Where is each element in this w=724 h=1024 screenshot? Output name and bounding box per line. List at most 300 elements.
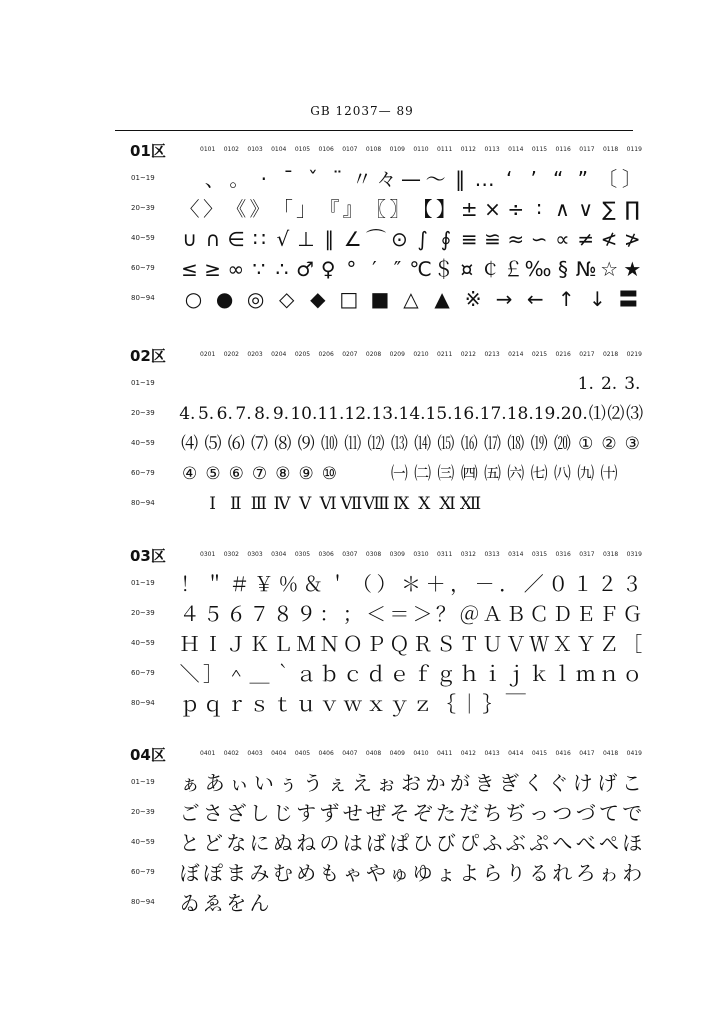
glyph-cell: わ	[622, 861, 643, 885]
glyph-cell	[271, 888, 294, 918]
row-range-label: 60~79	[131, 669, 155, 677]
glyph-cell: Ｌ	[272, 632, 293, 656]
char-row	[0, 369, 724, 399]
glyph-cell: ·	[260, 167, 268, 191]
glyph-cell: 9.	[272, 404, 290, 424]
glyph-cell	[504, 888, 527, 918]
code-header	[200, 750, 642, 757]
glyph-cells	[178, 888, 644, 918]
glyph-cell: ん	[249, 891, 270, 915]
glyph-cell: 】	[435, 197, 456, 221]
code-label: 0409	[389, 750, 405, 757]
char-row	[0, 284, 724, 314]
glyph-cell: ∧	[555, 197, 570, 221]
glyph-cell: ＝	[389, 602, 410, 626]
code-label: 0110	[413, 146, 429, 153]
glyph-cell: 10.	[290, 404, 318, 424]
glyph-cell: か	[425, 771, 446, 795]
glyph-cell: ＼	[179, 662, 200, 686]
glyph-cell: ／	[523, 572, 544, 596]
glyph-cell: ｙ	[389, 692, 410, 716]
glyph-cell: ←	[526, 287, 544, 311]
code-label: 0115	[531, 146, 548, 153]
glyph-cell: ″	[393, 257, 402, 281]
glyph-cell: ≌	[484, 227, 501, 251]
code-label: 0405	[294, 750, 311, 757]
row-range-label: 20~39	[131, 609, 155, 617]
glyph-cell	[411, 888, 434, 918]
glyph-cell: 《	[226, 197, 247, 221]
glyph-cell: Ｙ	[575, 632, 596, 656]
glyph-cell: 12.	[344, 404, 372, 424]
glyph-cell: ぎ	[499, 771, 520, 795]
glyph-cell: ｓ	[249, 692, 270, 716]
row-range-label: 60~79	[131, 264, 155, 272]
glyph-cell: な	[226, 831, 247, 855]
glyph-cell: ゆ	[412, 861, 433, 885]
glyph-cell	[178, 489, 201, 519]
glyph-cell: ⒅	[507, 434, 525, 454]
glyph-cell: ぼ	[179, 861, 200, 885]
glyph-cell: ぉ	[376, 771, 397, 795]
glyph-cell: ち	[482, 801, 503, 825]
glyph-cell: ぐ	[548, 771, 569, 795]
glyph-cell: ５	[202, 602, 223, 626]
glyph-cell: Ⅹ	[418, 494, 431, 514]
code-label: 0404	[271, 750, 287, 757]
glyph-cell: 18.	[506, 404, 534, 424]
glyph-cell: ＜	[366, 602, 387, 626]
glyph-cell: ｀	[272, 662, 293, 686]
glyph-cell: Ｏ	[342, 632, 363, 656]
glyph-cell: ゐ	[179, 891, 200, 915]
glyph-cell: Ⅰ	[209, 494, 217, 514]
glyph-cell	[551, 888, 574, 918]
code-label: 0210	[413, 351, 429, 358]
glyph-cell: ∝	[555, 227, 570, 251]
char-row	[0, 399, 724, 429]
glyph-cell	[528, 489, 551, 519]
glyph-cells	[178, 399, 644, 429]
code-label: 0209	[389, 351, 405, 358]
glyph-cell: Ｓ	[435, 632, 456, 656]
glyph-cell: 1.	[577, 374, 594, 394]
glyph-cell: Ｊ	[226, 632, 247, 656]
glyph-cell: め	[296, 861, 317, 885]
glyph-cell: ｚ	[412, 692, 433, 716]
glyph-cell: ぜ	[366, 801, 387, 825]
glyph-cell: ｘ	[366, 692, 387, 716]
glyph-cell	[458, 888, 481, 918]
glyph-cell: ≠	[577, 227, 595, 251]
glyph-cell: ｔ	[272, 692, 293, 716]
glyph-cell: 8.	[254, 404, 271, 424]
glyph-cell: ￠	[479, 257, 500, 281]
glyph-cell: 〈	[179, 197, 200, 221]
code-label: 0102	[223, 146, 239, 153]
code-label: 0408	[365, 750, 382, 757]
glyph-cell: 「	[272, 197, 293, 221]
glyph-cell: ∈	[227, 227, 245, 251]
code-label: 0216	[555, 351, 571, 358]
glyph-cells	[178, 599, 644, 629]
glyph-cell: だ	[459, 801, 480, 825]
glyph-cell: ∷	[253, 227, 266, 251]
glyph-cell: ￥	[253, 572, 274, 596]
glyph-cell: Ⅶ	[340, 494, 363, 514]
code-label: 0219	[626, 351, 642, 358]
glyph-cell: 17.	[479, 404, 507, 424]
glyph-cell: ｖ	[319, 692, 340, 716]
glyph-cell: ）	[376, 572, 397, 596]
glyph-cell	[597, 888, 620, 918]
glyph-cell: ⒀	[390, 434, 408, 454]
glyph-cell: ゅ	[389, 861, 410, 885]
glyph-cell: げ	[597, 771, 618, 795]
code-label: 0215	[531, 351, 548, 358]
glyph-cell: ≯	[623, 227, 641, 251]
char-row	[0, 194, 724, 224]
glyph-cell: ∨	[578, 197, 594, 221]
code-label: 0303	[247, 551, 263, 558]
glyph-cell: ょ	[435, 861, 456, 885]
glyph-cell	[364, 888, 387, 918]
code-label: 0109	[389, 146, 405, 153]
glyph-cell: Ｈ	[179, 632, 200, 656]
glyph-cell: °	[346, 257, 357, 281]
glyph-cells	[178, 689, 644, 719]
glyph-cell: ㈧	[553, 464, 571, 484]
code-label: 0406	[318, 750, 334, 757]
glyph-cell: ｗ	[342, 692, 363, 716]
code-label: 0202	[223, 351, 239, 358]
glyph-cell: Ⅱ	[229, 494, 242, 514]
code-label: 0318	[602, 551, 619, 558]
glyph-cell: 13.	[371, 404, 399, 424]
glyph-cell: す	[296, 801, 317, 825]
glyph-cell	[318, 888, 341, 918]
header-rule	[115, 130, 633, 131]
glyph-cell	[621, 459, 644, 489]
code-label: 0315	[531, 551, 548, 558]
glyph-cell: Ⅸ	[393, 494, 410, 514]
glyph-cell: さ	[202, 801, 223, 825]
code-label: 0104	[271, 146, 287, 153]
glyph-cell: 〓	[618, 287, 639, 311]
code-label: 0204	[271, 351, 287, 358]
glyph-cell: ｃ	[342, 662, 363, 686]
glyph-cell: と	[179, 831, 200, 855]
glyph-cell	[551, 489, 574, 519]
code-label: 0111	[437, 146, 453, 153]
glyph-cell: つ	[552, 801, 573, 825]
char-row	[0, 599, 724, 629]
glyph-cell: ∪	[182, 227, 197, 251]
glyph-cell: Ｐ	[366, 632, 387, 656]
glyph-cell: ＂	[204, 572, 225, 596]
code-label: 0116	[555, 146, 571, 153]
glyph-cell: ず	[319, 801, 340, 825]
glyph-cell: ⑧	[275, 464, 291, 484]
code-label: 0214	[508, 351, 524, 358]
glyph-cell	[598, 489, 621, 519]
glyph-cell: ０	[548, 572, 569, 596]
glyph-cell	[621, 888, 644, 918]
glyph-cell	[575, 489, 598, 519]
glyph-cell: こ	[621, 771, 642, 795]
glyph-cell: ぱ	[389, 831, 410, 855]
glyph-cell: ③	[624, 434, 640, 454]
glyph-cell: ≮	[600, 227, 618, 251]
row-range-label: 40~59	[131, 439, 155, 447]
glyph-cell: 11.	[317, 404, 345, 424]
glyph-cell: ぽ	[202, 861, 223, 885]
code-label: 0118	[602, 146, 619, 153]
glyph-cell: ｑ	[202, 692, 223, 716]
glyph-cell: や	[366, 861, 387, 885]
glyph-cells	[178, 858, 644, 888]
glyph-cell: Ⅵ	[319, 494, 337, 514]
glyph-cell: ◇	[279, 287, 295, 311]
glyph-cell: Ⅴ	[298, 494, 312, 514]
glyph-cell: ぃ	[229, 771, 250, 795]
glyph-cell	[551, 689, 574, 719]
code-label: 0306	[318, 551, 334, 558]
glyph-cell: ？	[435, 602, 456, 626]
glyph-cell: ∑	[602, 197, 616, 221]
glyph-cell: 。	[229, 167, 250, 191]
glyph-cell: Ⅳ	[273, 494, 291, 514]
char-row	[0, 768, 724, 798]
glyph-cell: —	[401, 167, 422, 191]
char-row	[0, 489, 724, 519]
char-row	[0, 858, 724, 888]
glyph-cell: 、	[204, 167, 225, 191]
glyph-cell: ⑼	[297, 434, 315, 454]
glyph-cell: ｒ	[226, 692, 247, 716]
glyph-cell: ∠	[343, 227, 362, 251]
glyph-cell: ｇ	[435, 662, 456, 686]
glyph-cell: 14.	[398, 404, 426, 424]
code-label: 0307	[342, 551, 358, 558]
code-label: 0105	[294, 146, 311, 153]
row-range-label: 60~79	[131, 469, 155, 477]
glyph-cell: て	[598, 801, 619, 825]
row-range-label: 80~94	[131, 499, 155, 507]
glyph-cell: ！	[180, 572, 201, 596]
code-label: 0401	[200, 750, 216, 757]
row-range-label: 40~59	[131, 639, 155, 647]
glyph-cell: ぺ	[598, 831, 619, 855]
glyph-cell: ＋	[425, 572, 446, 596]
row-range-label: 60~79	[131, 868, 155, 876]
glyph-cell: い	[253, 771, 274, 795]
glyph-cell: ｌ	[552, 662, 573, 686]
glyph-cell: む	[272, 861, 293, 885]
glyph-cell: ↓	[588, 287, 606, 311]
glyph-cell	[527, 888, 550, 918]
code-label: 0309	[389, 551, 405, 558]
glyph-cell: 〔	[597, 167, 618, 191]
row-range-label: 20~39	[131, 204, 155, 212]
glyph-cell: ⊙	[390, 227, 408, 251]
glyph-cell: 》	[249, 197, 270, 221]
row-range-label: 01~19	[131, 174, 155, 182]
char-row	[0, 888, 724, 918]
glyph-cells	[178, 828, 644, 858]
glyph-cell: ほ	[622, 831, 643, 855]
glyph-cell	[597, 689, 620, 719]
glyph-cell: Ⅻ	[459, 494, 482, 514]
glyph-cell: ｕ	[296, 692, 317, 716]
char-row	[0, 659, 724, 689]
glyph-cell: Ｂ	[505, 602, 526, 626]
glyph-cell: ∩	[205, 227, 221, 251]
code-label: 0411	[437, 750, 453, 757]
glyph-cell: ９	[296, 602, 317, 626]
glyph-cell: ｋ	[529, 662, 550, 686]
code-label: 0415	[531, 750, 548, 757]
glyph-cell: 【	[412, 197, 433, 221]
code-label: 0206	[318, 351, 334, 358]
glyph-cell: 16.	[452, 404, 480, 424]
glyph-cell: ＇	[327, 572, 348, 596]
glyph-cell: ６	[226, 602, 247, 626]
glyph-cell: ざ	[226, 801, 247, 825]
glyph-cell: ひ	[412, 831, 433, 855]
glyph-cell: ±	[460, 197, 478, 221]
code-label: 0218	[602, 351, 619, 358]
glyph-cell: ‘	[505, 167, 513, 191]
section-title: 03区	[130, 547, 166, 565]
glyph-cell: ㈠	[390, 464, 408, 484]
glyph-cell: Ａ	[482, 602, 503, 626]
glyph-cell	[434, 888, 457, 918]
glyph-cell: ～	[425, 167, 446, 191]
glyph-cell: ろ	[575, 861, 596, 885]
glyph-cell: あ	[204, 771, 225, 795]
glyph-cell: ご	[179, 801, 200, 825]
glyph-cell: ˉ	[283, 167, 294, 191]
row-range-label: 20~39	[131, 808, 155, 816]
glyph-cell: ｉ	[482, 662, 503, 686]
code-label: 0316	[555, 551, 571, 558]
glyph-cell: ＄	[433, 257, 454, 281]
glyph-cell: ∏	[624, 197, 640, 221]
glyph-cell: せ	[342, 801, 363, 825]
glyph-cell: ら	[482, 861, 503, 885]
glyph-cell: ぞ	[412, 801, 433, 825]
glyph-cell: 4.	[179, 404, 196, 424]
glyph-cell: ⑶	[626, 404, 644, 424]
glyph-cell	[388, 888, 411, 918]
glyph-cell: ＠	[459, 602, 480, 626]
glyph-cell: →	[495, 287, 513, 311]
glyph-cell: 」	[296, 197, 317, 221]
glyph-cell	[364, 459, 387, 489]
glyph-cell: ∞	[227, 257, 245, 281]
glyph-cell: Ｕ	[482, 632, 503, 656]
glyph-cell	[574, 888, 597, 918]
glyph-cell: Ｗ	[529, 632, 550, 656]
glyph-cells	[178, 284, 644, 314]
code-label: 0313	[484, 551, 500, 558]
code-label: 0311	[437, 551, 453, 558]
code-label: 0403	[247, 750, 263, 757]
glyph-cell: …	[474, 167, 495, 191]
code-label: 0201	[200, 351, 216, 358]
code-label: 0304	[271, 551, 287, 558]
glyph-cell	[621, 489, 644, 519]
glyph-cell: Ｆ	[598, 602, 619, 626]
glyph-cell: ⌒	[366, 227, 387, 251]
code-label: 0414	[508, 750, 524, 757]
code-label: 0113	[484, 146, 500, 153]
row-range-label: 80~94	[131, 898, 155, 906]
section-title: 01区	[130, 142, 166, 160]
glyph-cell: び	[435, 831, 456, 855]
glyph-cell: み	[249, 861, 270, 885]
glyph-cell	[621, 689, 644, 719]
glyph-cell: ㈦	[530, 464, 548, 484]
glyph-cells	[178, 798, 644, 828]
glyph-cell: ｜	[459, 692, 480, 716]
glyph-cell: を	[226, 891, 247, 915]
glyph-cell: ⑩	[321, 464, 338, 484]
glyph-cell: る	[529, 861, 550, 885]
glyph-cell: ˇ	[307, 167, 318, 191]
row-range-label: 20~39	[131, 409, 155, 417]
glyph-cell: ぶ	[505, 831, 526, 855]
glyph-cell: ｄ	[366, 662, 387, 686]
glyph-cell: Ｎ	[319, 632, 340, 656]
glyph-cell: ゎ	[598, 861, 619, 885]
glyph-cell: Ｃ	[529, 602, 550, 626]
char-row	[0, 254, 724, 284]
glyph-cell: ふ	[482, 831, 503, 855]
row-range-label: 01~19	[131, 579, 155, 587]
glyph-cell: Ｇ	[622, 602, 643, 626]
glyph-cell: ゃ	[342, 861, 363, 885]
glyph-cell: ⑥	[228, 464, 244, 484]
glyph-cell: ｂ	[319, 662, 340, 686]
glyph-cell: ⑴	[588, 404, 606, 424]
glyph-cell: ㈤	[484, 464, 501, 484]
code-label: 0308	[365, 551, 382, 558]
glyph-cell: ⑺	[251, 434, 269, 454]
glyph-cell: ⒁	[414, 434, 432, 454]
glyph-cell: ａ	[296, 662, 317, 686]
glyph-cell: ⒆	[530, 434, 548, 454]
code-label: 0407	[342, 750, 358, 757]
glyph-cell: ま	[226, 861, 247, 885]
code-label: 0119	[626, 146, 642, 153]
glyph-cell: ⑹	[227, 434, 245, 454]
row-range-label: 01~19	[131, 379, 155, 387]
glyph-cell: ▲	[434, 287, 450, 311]
glyph-cell: ∫	[417, 227, 428, 251]
glyph-cells	[178, 224, 644, 254]
glyph-cells	[178, 369, 644, 399]
char-row	[0, 629, 724, 659]
glyph-cells	[178, 768, 644, 798]
code-label: 0314	[508, 551, 524, 558]
glyph-cell: 〃	[351, 167, 372, 191]
glyph-cell: ↑	[557, 287, 575, 311]
glyph-cell: し	[249, 801, 270, 825]
glyph-cells	[178, 569, 644, 599]
glyph-cell: ⑨	[298, 464, 314, 484]
